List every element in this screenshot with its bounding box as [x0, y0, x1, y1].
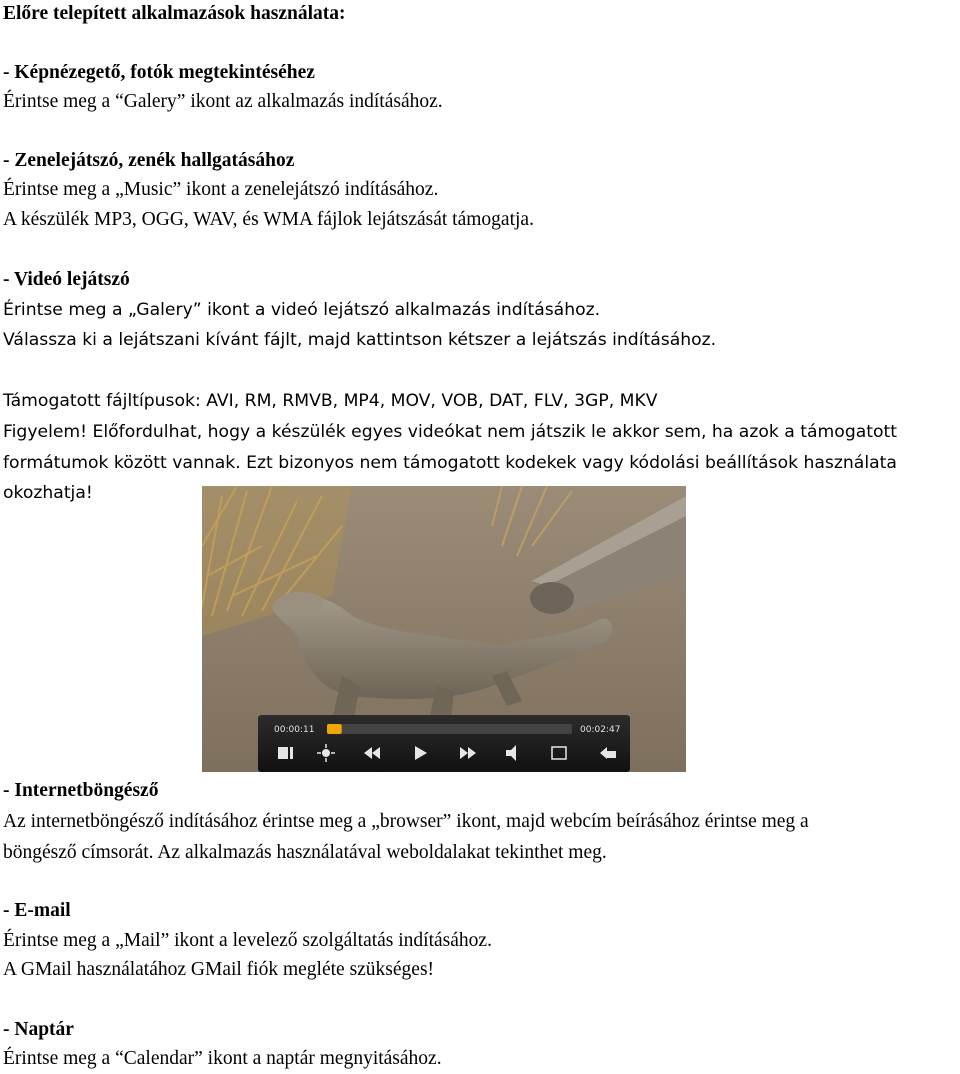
elapsed-time: 00:00:11	[274, 725, 315, 735]
video-frame	[202, 486, 686, 772]
page-heading: Előre telepített alkalmazások használata:	[3, 3, 346, 24]
calendar-section-title: - Naptár	[3, 1019, 74, 1040]
progress-track[interactable]	[327, 724, 572, 734]
player-control-bar	[258, 715, 630, 772]
video-instruction: Érintse meg a „Galery” ikont a videó lejátszó alkalmazás indításához.	[3, 300, 601, 320]
music-section-title: - Zenelejátszó, zenék hallgatásához	[3, 150, 295, 171]
gallery-section-title: - Képnézegető, fotók megtekintéséhez	[3, 62, 315, 83]
browser-section-title: - Internetböngésző	[3, 780, 159, 801]
email-section-title: - E-mail	[3, 900, 71, 921]
video-warning-1: Figyelem! Előfordulhat, hogy a készülék egyes videókat nem játszik le akkor sem, ha azok a támogatott	[3, 422, 897, 442]
video-supported-formats: Támogatott fájltípusok: AVI, RM, RMVB, MP4, MOV, VOB, DAT, FLV, 3GP, MKV	[3, 391, 658, 411]
email-gmail-note: A GMail használatához GMail fiók megléte szükséges!	[3, 959, 435, 980]
browser-instruction-2: böngésző címsorát. Az alkalmazás használatával weboldalakat tekinthet meg.	[3, 842, 607, 863]
gallery-instruction: Érintse meg a “Galery” ikont az alkalmazás indításához.	[3, 91, 443, 112]
video-player-screenshot	[202, 486, 686, 772]
music-formats: A készülék MP3, OGG, WAV, és WMA fájlok lejátszását támogatja.	[3, 209, 534, 230]
video-section-title: - Videó lejátszó	[3, 269, 130, 290]
progress-fill	[327, 724, 342, 734]
video-warning-3: okozhatja!	[3, 483, 93, 503]
video-select-file: Válassza ki a lejátszani kívánt fájlt, majd kattintson kétszer a lejátszás indításához.	[3, 330, 717, 350]
playlist-icon[interactable]	[278, 747, 293, 759]
total-time: 00:02:47	[580, 725, 621, 735]
video-warning-2: formátumok között vannak. Ezt bizonyos nem támogatott kodekek vagy kódolási beállítások használata	[3, 453, 897, 473]
calendar-instruction: Érintse meg a “Calendar” ikont a naptár megnyitásához.	[3, 1048, 442, 1069]
email-instruction: Érintse meg a „Mail” ikont a levelező szolgáltatás indításához.	[3, 930, 492, 951]
music-instruction: Érintse meg a „Music” ikont a zenelejátszó indításához.	[3, 179, 439, 200]
browser-instruction-1: Az internetböngésző indításához érintse meg a „browser” ikont, majd webcím beírásához érintse meg a	[3, 811, 809, 832]
